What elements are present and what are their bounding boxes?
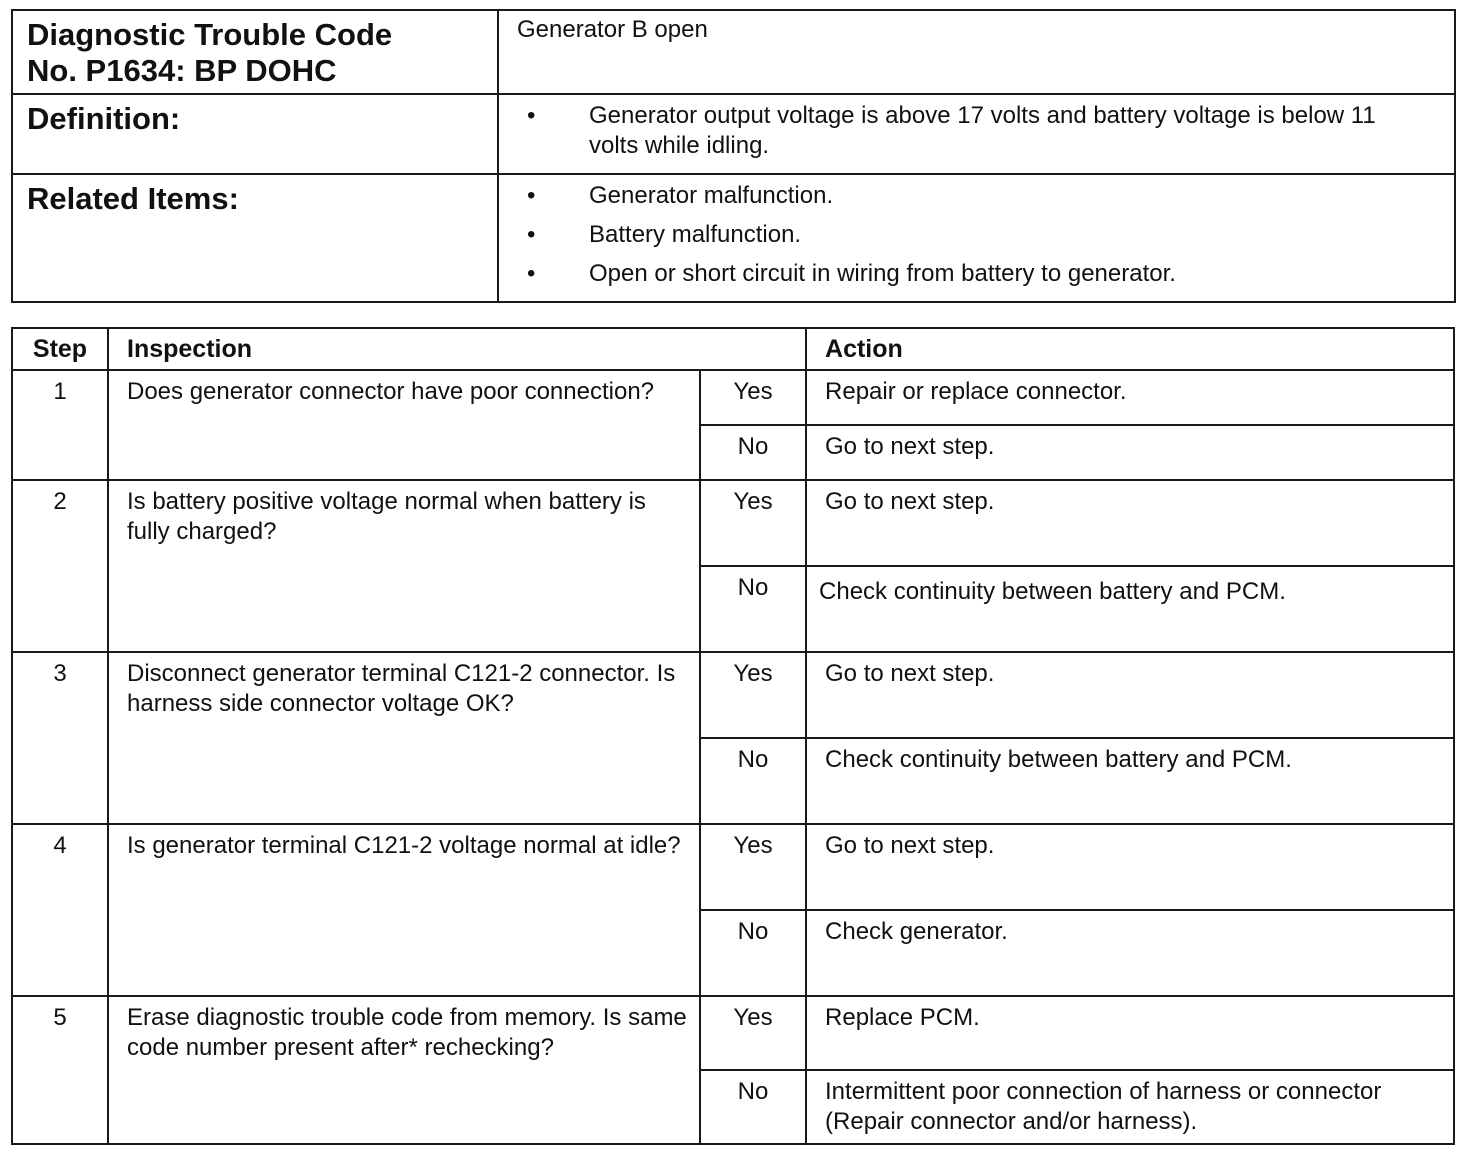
related-item: • Battery malfunction. xyxy=(517,220,1444,250)
no-label: No xyxy=(700,738,806,824)
step-number: 3 xyxy=(12,652,108,824)
related-item: • Generator malfunction. xyxy=(517,181,1444,211)
inspection-text: Is generator terminal C121-2 voltage normal at idle? xyxy=(108,824,700,996)
yes-label: Yes xyxy=(700,996,806,1070)
definition-item: • Generator output voltage is above 17 volts and battery voltage is below 11 volts while idling. xyxy=(517,101,1444,161)
inspection-text: Is battery positive voltage normal when battery is fully charged? xyxy=(108,480,700,652)
step-number: 2 xyxy=(12,480,108,652)
yes-label: Yes xyxy=(700,824,806,910)
inspection-steps-table xyxy=(11,327,1455,1145)
dtc-code-label-line2: No. P1634: BP DOHC xyxy=(27,53,337,88)
related-items-list xyxy=(517,181,1444,289)
related-items-row xyxy=(12,174,1455,302)
step-number: 4 xyxy=(12,824,108,996)
inspection-text: Disconnect generator terminal C121-2 connector. Is harness side connector voltage OK? xyxy=(108,652,700,824)
related-items-value xyxy=(498,174,1455,302)
no-label: No xyxy=(700,910,806,996)
yes-action: Replace PCM. xyxy=(806,996,1454,1070)
dtc-code-label xyxy=(12,10,498,94)
table-row xyxy=(12,370,1454,425)
yes-action: Go to next step. xyxy=(806,652,1454,738)
related-items-label: Related Items: xyxy=(12,174,498,302)
definition-row xyxy=(12,94,1455,174)
no-action: Go to next step. xyxy=(806,425,1454,480)
yes-label: Yes xyxy=(700,652,806,738)
no-action: Check continuity between battery and PCM. xyxy=(806,566,1454,652)
inspection-text: Erase diagnostic trouble code from memory. Is same code number present after* rechecking? xyxy=(108,996,700,1144)
definition-label: Definition: xyxy=(12,94,498,174)
yes-label: Yes xyxy=(700,480,806,566)
no-action: Check continuity between battery and PCM. xyxy=(806,738,1454,824)
steps-header-row xyxy=(12,328,1454,370)
yes-action: Go to next step. xyxy=(806,824,1454,910)
inspection-text: Does generator connector have poor connection? xyxy=(108,370,700,480)
step-number: 1 xyxy=(12,370,108,480)
yes-label: Yes xyxy=(700,370,806,425)
step-column-header: Step xyxy=(12,328,108,370)
yes-action: Go to next step. xyxy=(806,480,1454,566)
dtc-code-label-line1: Diagnostic Trouble Code xyxy=(27,17,393,52)
yes-action: Repair or replace connector. xyxy=(806,370,1454,425)
related-item: • Open or short circuit in wiring from battery to generator. xyxy=(517,259,1444,289)
table-row xyxy=(12,824,1454,910)
step-number: 5 xyxy=(12,996,108,1144)
no-action: Check generator. xyxy=(806,910,1454,996)
no-action: Intermittent poor connection of harness or connector (Repair connector and/or harness). xyxy=(806,1070,1454,1144)
table-row xyxy=(12,652,1454,738)
dtc-header-table xyxy=(11,9,1456,303)
no-label: No xyxy=(700,1070,806,1144)
definition-list xyxy=(517,101,1444,161)
definition-value xyxy=(498,94,1455,174)
no-label: No xyxy=(700,425,806,480)
action-column-header: Action xyxy=(806,328,1454,370)
dtc-code-row xyxy=(12,10,1455,94)
dtc-code-value: Generator B open xyxy=(498,10,1455,94)
table-row xyxy=(12,996,1454,1070)
inspection-column-header: Inspection xyxy=(108,328,806,370)
table-row xyxy=(12,480,1454,566)
no-label: No xyxy=(700,566,806,652)
